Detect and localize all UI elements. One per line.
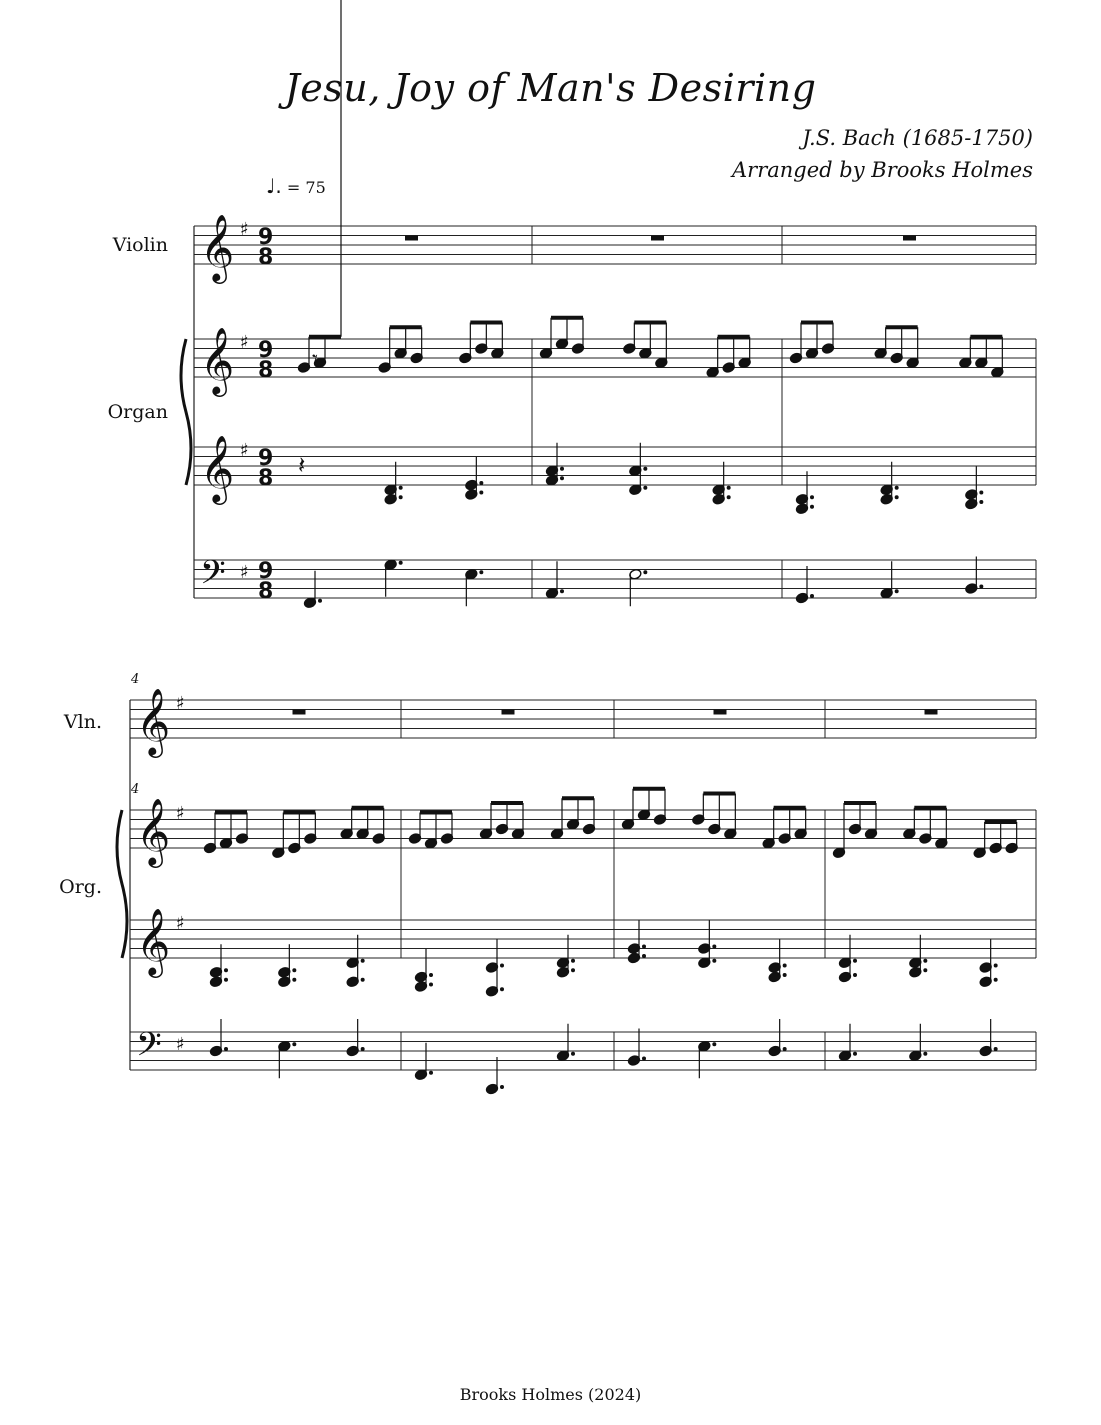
key-sharp-icon: ♯	[240, 562, 249, 583]
augmentation-dot	[224, 968, 228, 972]
augmentation-dot	[500, 987, 504, 991]
whole-rest-icon	[651, 236, 664, 241]
augmentation-dot	[429, 1071, 433, 1075]
augmentation-dot	[642, 945, 646, 949]
augmentation-dot	[994, 978, 998, 982]
augmentation-dot	[479, 491, 483, 495]
quarter-rest-icon: 𝄽	[298, 451, 306, 479]
augmentation-dot	[560, 589, 564, 593]
augmentation-dot	[923, 1052, 927, 1056]
augmentation-dot	[853, 973, 857, 977]
augmentation-dot	[994, 964, 998, 968]
augmentation-dot	[895, 486, 899, 490]
augmentation-dot	[361, 978, 365, 982]
time-sig-numerator: 9	[258, 559, 274, 584]
score-title: Jesu, Joy of Man's Desiring	[284, 66, 817, 110]
augmentation-dot	[727, 486, 731, 490]
time-sig-numerator: 9	[258, 338, 274, 363]
measure-number-violin: 4	[131, 672, 140, 687]
time-sig-numerator: 9	[258, 446, 274, 471]
augmentation-dot	[810, 594, 814, 598]
arranger-credit: Arranged by Brooks Holmes	[732, 158, 1033, 182]
augmentation-dot	[643, 486, 647, 490]
time-sig-numerator: 9	[258, 225, 274, 250]
key-sharp-icon: ♯	[240, 332, 249, 353]
key-sharp-icon: ♯	[176, 913, 185, 934]
augmentation-dot	[923, 968, 927, 972]
augmentation-dot	[853, 1052, 857, 1056]
augmentation-dot	[571, 959, 575, 963]
footer-credit: Brooks Holmes (2024)	[459, 1385, 642, 1404]
treble-clef-icon: 𝄞	[136, 687, 171, 755]
augmentation-dot	[571, 968, 575, 972]
augmentation-dot	[571, 1052, 575, 1056]
key-sharp-icon: ♯	[240, 440, 249, 461]
time-sig-denominator: 8	[258, 466, 274, 491]
key-sharp-icon: ♯	[240, 219, 249, 240]
augmentation-dot	[853, 959, 857, 963]
augmentation-dot	[712, 959, 716, 963]
treble-clef-icon: 𝄞	[136, 797, 171, 865]
augmentation-dot	[399, 486, 403, 490]
augmentation-dot	[361, 1047, 365, 1051]
time-sig-denominator: 8	[258, 245, 274, 270]
bass-clef-icon: 𝄢	[200, 554, 226, 600]
augmentation-dot	[399, 495, 403, 499]
time-sig-denominator: 8	[258, 358, 274, 383]
augmentation-dot	[979, 500, 983, 504]
treble-clef-icon: 𝄞	[200, 326, 235, 394]
organ-brace-icon	[117, 810, 127, 958]
augmentation-dot	[292, 968, 296, 972]
treble-clef-icon: 𝄞	[200, 434, 235, 502]
augmentation-dot	[783, 1047, 787, 1051]
augmentation-dot	[479, 481, 483, 485]
augmentation-dot	[712, 1042, 716, 1046]
organ-brace-icon	[181, 339, 191, 485]
augmentation-dot	[643, 570, 647, 574]
augmentation-dot	[560, 476, 564, 480]
key-sharp-icon: ♯	[176, 1034, 185, 1055]
augmentation-dot	[642, 954, 646, 958]
measure-number-organ: 4	[131, 782, 140, 797]
whole-rest-icon	[903, 236, 916, 241]
dotted-quarter-note-icon: ♩.	[266, 174, 282, 198]
augmentation-dot	[560, 467, 564, 471]
augmentation-dot	[500, 964, 504, 968]
augmentation-dot	[979, 585, 983, 589]
augmentation-dot	[399, 561, 403, 565]
violin-label: Violin	[112, 234, 168, 256]
augmentation-dot	[429, 983, 433, 987]
augmentation-dot	[979, 491, 983, 495]
augmentation-dot	[783, 964, 787, 968]
augmentation-dot	[727, 495, 731, 499]
composer-credit: J.S. Bach (1685-1750)	[802, 126, 1033, 150]
augmentation-dot	[895, 495, 899, 499]
augmentation-dot	[923, 959, 927, 963]
key-sharp-icon: ♯	[176, 693, 185, 714]
whole-rest-icon	[405, 236, 418, 241]
augmentation-dot	[783, 973, 787, 977]
augmentation-dot	[479, 570, 483, 574]
augmentation-dot	[224, 1047, 228, 1051]
augmentation-dot	[318, 599, 322, 603]
augmentation-dot	[500, 1085, 504, 1089]
augmentation-dot	[292, 978, 296, 982]
augmentation-dot	[292, 1042, 296, 1046]
whole-rest-icon	[925, 710, 938, 715]
key-sharp-icon: ♯	[176, 803, 185, 824]
treble-clef-icon: 𝄞	[200, 213, 235, 281]
augmentation-dot	[642, 1057, 646, 1061]
whole-rest-icon	[714, 710, 727, 715]
violin-label-short: Vln.	[63, 711, 102, 733]
augmentation-dot	[810, 505, 814, 509]
augmentation-dot	[224, 978, 228, 982]
eighth-rest-icon: 𝄾	[312, 347, 318, 372]
augmentation-dot	[712, 945, 716, 949]
whole-rest-icon	[293, 710, 306, 715]
organ-label-short: Org.	[59, 876, 102, 898]
whole-rest-icon	[502, 710, 515, 715]
augmentation-dot	[810, 495, 814, 499]
organ-label: Organ	[107, 401, 168, 423]
tempo-value: = 75	[286, 178, 326, 197]
augmentation-dot	[643, 467, 647, 471]
bass-clef-icon: 𝄢	[136, 1026, 162, 1072]
augmentation-dot	[895, 589, 899, 593]
augmentation-dot	[994, 1047, 998, 1051]
augmentation-dot	[429, 973, 433, 977]
treble-clef-icon: 𝄞	[136, 907, 171, 975]
time-sig-denominator: 8	[258, 579, 274, 604]
augmentation-dot	[361, 959, 365, 963]
